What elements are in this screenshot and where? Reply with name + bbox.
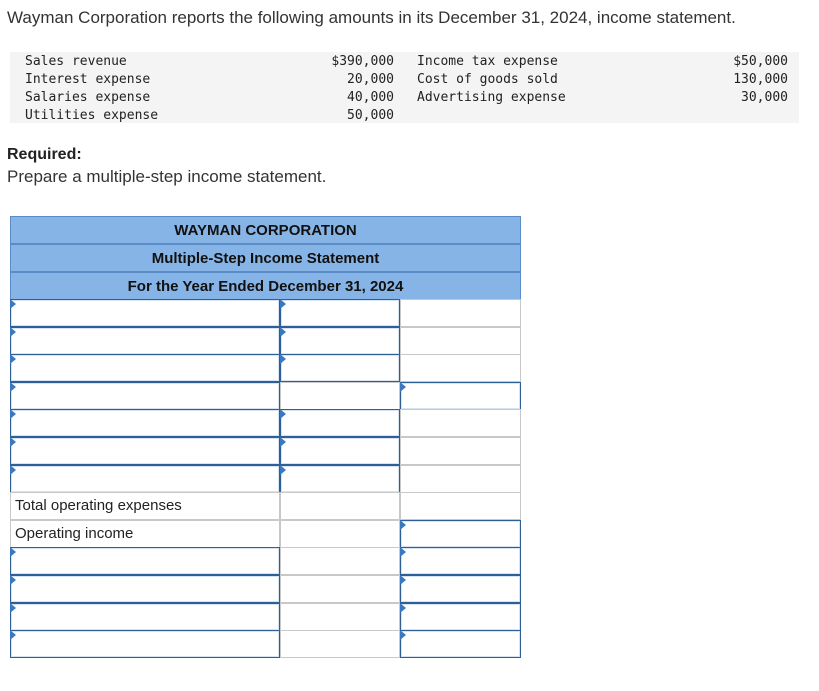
amount-column-2-cell <box>400 492 521 520</box>
given-label: Income tax expense <box>417 54 558 69</box>
amount-column-1-input[interactable] <box>280 327 400 355</box>
statement-row <box>10 465 521 493</box>
amount-column-1-cell <box>280 520 400 548</box>
amount-column-2-cell <box>400 465 521 493</box>
required-instruction: Prepare a multiple-step income statement. <box>7 167 327 186</box>
line-item-label-input[interactable] <box>10 327 280 355</box>
statement-row <box>10 299 521 327</box>
required-heading: Required: <box>7 146 82 163</box>
line-item-label-input[interactable] <box>10 437 280 465</box>
amount-column-1-cell <box>280 492 400 520</box>
statement-row <box>10 354 521 382</box>
row-label: Operating income <box>15 524 134 542</box>
statement-row <box>10 327 521 355</box>
statement-row <box>10 630 521 658</box>
given-label: Cost of goods sold <box>417 72 558 87</box>
statement-company-name: WAYMAN CORPORATION <box>10 216 521 244</box>
given-amount: $50,000 <box>733 54 788 69</box>
amount-column-1-cell <box>280 603 400 631</box>
amount-column-1-input[interactable] <box>280 465 400 493</box>
given-label: Interest expense <box>25 72 151 87</box>
given-amount: 30,000 <box>741 90 788 105</box>
row-label: Total operating expenses <box>15 497 182 515</box>
line-item-label-input[interactable] <box>10 547 280 575</box>
given-amounts-table <box>10 52 799 123</box>
given-amount: $390,000 <box>331 54 394 69</box>
problem-intro: Wayman Corporation reports the following amounts in its December 31, 2024, income statement. <box>7 8 736 27</box>
amount-column-2-input[interactable] <box>400 520 521 548</box>
line-item-label-cell <box>10 520 280 548</box>
line-item-label-input[interactable] <box>10 603 280 631</box>
statement-row <box>10 547 521 575</box>
line-item-label-input[interactable] <box>10 354 280 382</box>
amount-column-2-cell <box>400 299 521 327</box>
amount-column-2-input[interactable] <box>400 603 521 631</box>
amount-column-2-input[interactable] <box>400 575 521 603</box>
amount-column-2-cell <box>400 354 521 382</box>
given-label: Salaries expense <box>25 90 151 105</box>
amount-column-1-input[interactable] <box>280 354 400 382</box>
given-label: Sales revenue <box>25 54 127 69</box>
statement-title: Multiple-Step Income Statement <box>10 244 521 272</box>
amount-column-1-input[interactable] <box>280 409 400 437</box>
amount-column-2-input[interactable] <box>400 382 521 410</box>
given-amount: 20,000 <box>347 72 394 87</box>
amount-column-1-input[interactable] <box>280 299 400 327</box>
statement-row <box>10 437 521 465</box>
line-item-label-input[interactable] <box>10 575 280 603</box>
line-item-label-input[interactable] <box>10 465 280 493</box>
line-item-label-cell <box>10 492 280 520</box>
given-amount: 130,000 <box>733 72 788 87</box>
statement-row <box>10 603 521 631</box>
amount-column-1-cell <box>280 630 400 658</box>
amount-column-1-cell <box>280 575 400 603</box>
given-label: Advertising expense <box>417 90 566 105</box>
given-label: Utilities expense <box>25 108 159 123</box>
amount-column-2-input[interactable] <box>400 547 521 575</box>
amount-column-1-cell <box>280 547 400 575</box>
amount-column-2-cell <box>400 437 521 465</box>
statement-row <box>10 382 521 410</box>
given-amount: 50,000 <box>347 108 394 123</box>
amount-column-1-input[interactable] <box>280 437 400 465</box>
line-item-label-input[interactable] <box>10 299 280 327</box>
line-item-label-input[interactable] <box>10 409 280 437</box>
amount-column-2-input[interactable] <box>400 630 521 658</box>
statement-row <box>10 575 521 603</box>
amount-column-2-cell <box>400 409 521 437</box>
income-statement-worksheet <box>10 216 521 688</box>
statement-row <box>10 520 521 548</box>
given-amount: 40,000 <box>347 90 394 105</box>
statement-period: For the Year Ended December 31, 2024 <box>10 272 521 300</box>
line-item-label-input[interactable] <box>10 630 280 658</box>
statement-row <box>10 409 521 437</box>
line-item-label-input[interactable] <box>10 382 280 410</box>
statement-row <box>10 492 521 520</box>
amount-column-1-cell <box>280 382 400 410</box>
amount-column-2-cell <box>400 327 521 355</box>
